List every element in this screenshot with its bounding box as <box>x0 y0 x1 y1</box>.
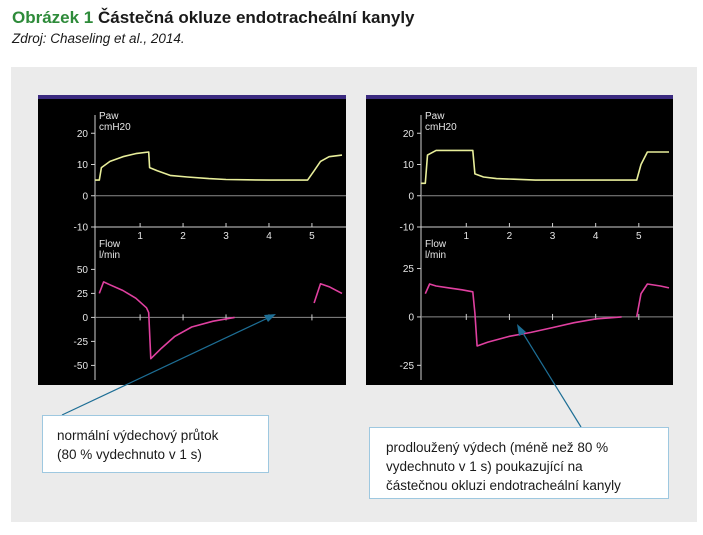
y-tick-label: 0 <box>408 191 414 203</box>
channel-unit: l/min <box>99 250 121 261</box>
y-tick-label: 25 <box>76 288 88 300</box>
x-tick-label: 1 <box>463 231 470 242</box>
callout-line: (80 % vydechnuto v 1 s) <box>57 447 202 462</box>
x-tick-label: 1 <box>137 231 143 242</box>
arrow-head-left <box>264 314 276 322</box>
channel-label: Flow <box>99 239 121 250</box>
y-tick-label: 0 <box>408 312 414 324</box>
y-tick-label: -25 <box>399 360 414 372</box>
figure-source: Zdroj: Chaseling et al., 2014. <box>12 31 185 46</box>
x-tick-label: 2 <box>506 231 513 242</box>
y-tick-label: 50 <box>76 264 88 276</box>
figure-title-text: Částečná okluze endotracheální kanyly <box>98 8 415 27</box>
callout-prolonged <box>369 427 669 499</box>
arrow-line-left <box>62 317 270 415</box>
y-tick-label: -10 <box>73 222 88 234</box>
arrow-head-right <box>517 324 526 336</box>
callout-line: normální výdechový průtok <box>57 428 219 443</box>
y-tick-label: -25 <box>73 336 88 348</box>
x-tick-label: 3 <box>549 231 556 242</box>
callout-line: prodloužený výdech (méně než 80 % <box>386 440 609 455</box>
callout-line: částečnou okluzi endotracheální kanyly <box>386 478 621 493</box>
channel-label: Paw <box>99 111 119 122</box>
x-tick-label: 4 <box>592 231 599 242</box>
channel-label: Flow <box>425 239 447 250</box>
callout-line: vydechnuto v 1 s) poukazující na <box>386 459 583 474</box>
channel-unit: cmH20 <box>425 122 457 133</box>
y-tick-label: 10 <box>76 160 88 171</box>
arrow-line-right <box>521 330 581 427</box>
channel-unit: l/min <box>425 250 447 261</box>
x-tick-label: 2 <box>180 231 186 242</box>
y-tick-label: -50 <box>73 360 88 372</box>
channel-unit: cmH20 <box>99 122 131 133</box>
y-tick-label: 20 <box>76 128 88 140</box>
y-tick-label: 25 <box>402 264 414 276</box>
y-tick-label: 20 <box>402 128 414 140</box>
channel-label: Paw <box>425 111 445 122</box>
x-tick-label: 3 <box>223 231 229 242</box>
x-tick-label: 4 <box>266 231 272 242</box>
y-tick-label: 0 <box>82 191 88 203</box>
y-tick-label: 10 <box>402 160 414 171</box>
x-tick-label: 5 <box>636 231 642 242</box>
x-tick-label: 5 <box>309 231 315 242</box>
figure-number: Obrázek 1 <box>12 8 94 27</box>
y-tick-label: 0 <box>82 312 88 324</box>
y-tick-label: -10 <box>399 222 414 234</box>
callout-normal <box>42 415 269 473</box>
